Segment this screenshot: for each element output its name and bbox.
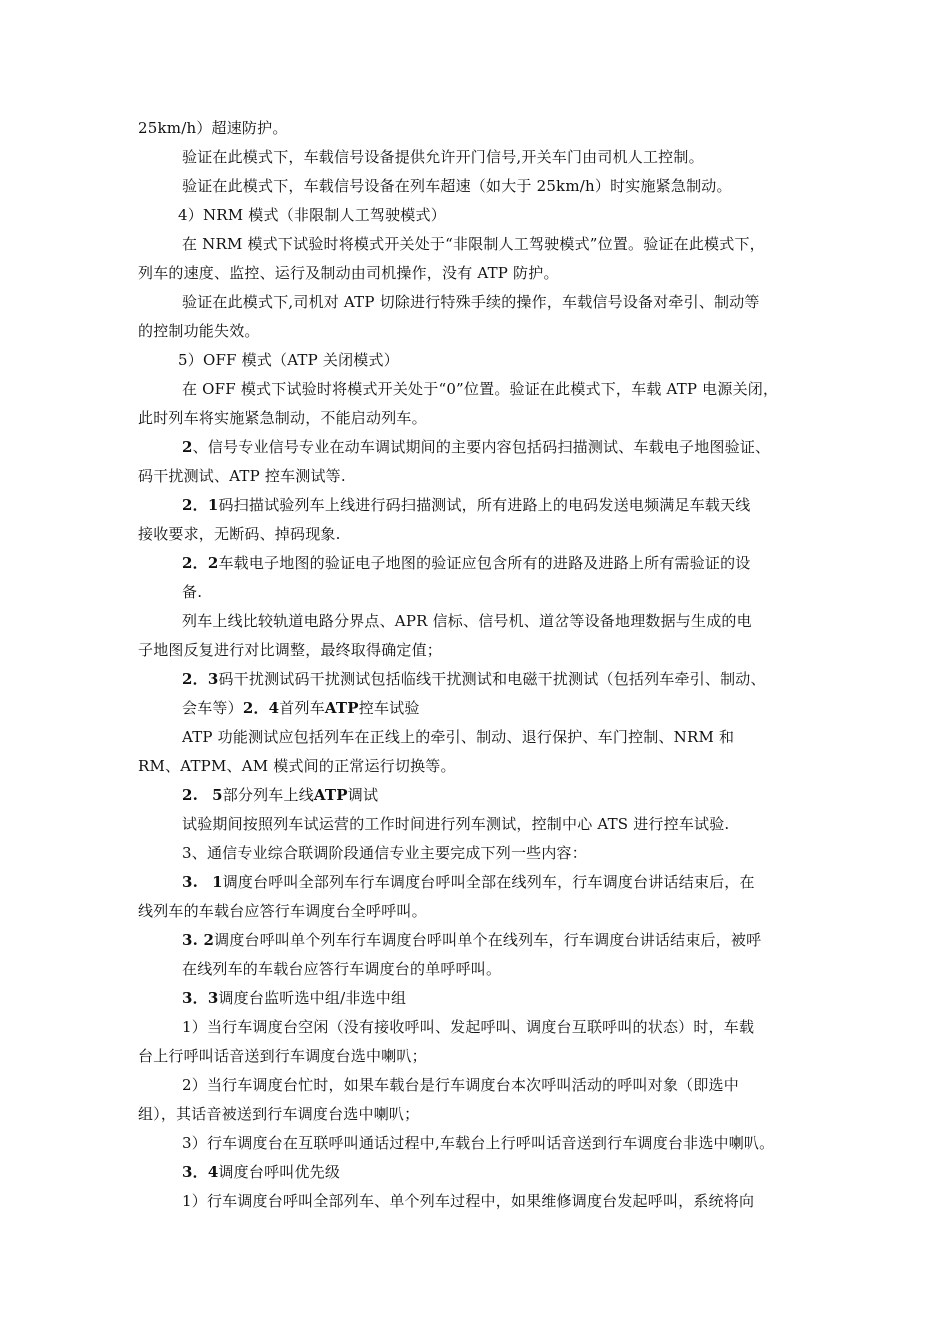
text-segment: 1）行车调度台呼叫全部列车、单个列车过程中，如果维修调度台发起呼叫，系统将向 xyxy=(182,1192,755,1210)
text-line xyxy=(138,172,838,201)
section-number: 2 xyxy=(182,438,193,456)
text-segment: 调度台呼叫单个列车行车调度台呼叫单个在线列车，行车调度台讲话结束后，被呼 xyxy=(214,931,762,949)
section-number: 2．1 xyxy=(182,496,219,514)
text-line xyxy=(138,1187,838,1216)
text-segment: 备. xyxy=(182,583,203,601)
text-segment: 码干扰测试、ATP 控车测试等. xyxy=(138,467,346,485)
section-heading xyxy=(138,926,838,955)
text-segment: RM、ATPM、AM 模式间的正常运行切换等。 xyxy=(138,757,456,775)
text-segment: 的控制功能失效。 xyxy=(138,322,260,340)
section-heading xyxy=(138,346,838,375)
text-line xyxy=(138,1071,838,1100)
text-segment: 列车上线比较轨道电路分界点、APR 信标、信号机、道岔等设备地理数据与生成的电 xyxy=(182,612,752,630)
text-segment: 在 NRM 模式下试验时将模式开关处于“非限制人工驾驶模式”位置。验证在此模式下， xyxy=(182,235,765,253)
text-segment: 接收要求，无断码、掉码现象. xyxy=(138,525,341,543)
section-number: 2．3 xyxy=(182,670,219,688)
text-line xyxy=(138,1013,838,1042)
text-line xyxy=(138,752,838,781)
text-segment: 5）OFF 模式（ATP 关闭模式） xyxy=(178,351,399,369)
text-line xyxy=(138,317,838,346)
text-line xyxy=(138,520,838,549)
text-segment: 2）当行车调度台忙时，如果车载台是行车调度台本次呼叫活动的呼叫对象（即选中 xyxy=(182,1076,739,1094)
text-segment: 验证在此模式下，车载信号设备提供允许开门信号,开关车门由司机人工控制。 xyxy=(182,148,704,166)
section-number: 3. 2 xyxy=(182,931,215,949)
text-line xyxy=(138,259,838,288)
text-line xyxy=(138,636,838,665)
text-segment: 码干扰测试码干扰测试包括临线干扰测试和电磁干扰测试（包括列车牵引、制动、 xyxy=(218,670,766,688)
text-segment: 台上行呼叫话音送到行车调度台选中喇叭； xyxy=(138,1047,427,1065)
section-heading xyxy=(138,839,838,868)
text-segment: 部分列车上线 xyxy=(222,786,314,804)
section-heading xyxy=(138,868,838,897)
text-line xyxy=(138,810,838,839)
text-line xyxy=(138,578,838,607)
text-segment: 25km/h）超速防护。 xyxy=(138,119,288,137)
text-segment: 3）行车调度台在互联呼叫通话过程中,车载台上行呼叫话音送到行车调度台非选中喇叭。 xyxy=(182,1134,775,1152)
section-number: 1 xyxy=(212,873,223,891)
text-line xyxy=(138,230,838,259)
section-heading xyxy=(138,1158,838,1187)
section-number: 2. xyxy=(182,786,199,804)
text-segment: 会车等） xyxy=(182,699,243,717)
text-segment: 验证在此模式下,司机对 ATP 切除进行特殊手续的操作，车载信号设备对牵引、制动等 xyxy=(182,293,760,311)
text-segment: 组），其话音被送到行车调度台选中喇叭； xyxy=(138,1105,420,1123)
text-segment: 验证在此模式下，车载信号设备在列车超速（如大于 25km/h）时实施紧急制动。 xyxy=(182,177,732,195)
text-line xyxy=(138,607,838,636)
section-number: 5 xyxy=(212,786,223,804)
text-segment: 码扫描试验列车上线进行码扫描测试，所有进路上的电码发送电频满足车载天线 xyxy=(218,496,751,514)
text-segment: 在线列车的车载台应答行车调度台的单呼呼叫。 xyxy=(182,960,502,978)
text-line xyxy=(138,1129,838,1158)
section-number: 3．3 xyxy=(182,989,219,1007)
text-segment: 试验期间按照列车试运营的工作时间进行列车测试，控制中心 ATS 进行控车试验. xyxy=(182,815,730,833)
section-number: 2．2 xyxy=(182,554,219,572)
section-heading xyxy=(138,201,838,230)
text-segment: ATP 功能测试应包括列车在正线上的牵引、制动、退行保护、车门控制、NRM 和 xyxy=(182,728,735,746)
section-heading xyxy=(138,984,838,1013)
text-segment: ATP xyxy=(313,786,348,804)
text-segment: 此时列车将实施紧急制动，不能启动列车。 xyxy=(138,409,427,427)
text-segment: 车载电子地图的验证电子地图的验证应包含所有的进路及进路上所有需验证的设 xyxy=(218,554,751,572)
text-line xyxy=(138,114,838,143)
text-line xyxy=(138,955,838,984)
text-segment: 首列车 xyxy=(279,699,325,717)
section-number: 3．4 xyxy=(182,1163,219,1181)
text-segment: 子地图反复进行对比调整，最终取得确定值； xyxy=(138,641,443,659)
text-segment: ATP xyxy=(324,699,359,717)
text-segment: 3、通信专业综合联调阶段通信专业主要完成下列一些内容： xyxy=(182,844,587,862)
text-segment: 1）当行车调度台空闲（没有接收呼叫、发起呼叫、调度台互联呼叫的状态）时，车载 xyxy=(182,1018,755,1036)
section-heading xyxy=(138,549,838,578)
section-number: 3. xyxy=(182,873,199,891)
text-segment: 调度台呼叫全部列车行车调度台呼叫全部在线列车，行车调度台讲话结束后，在 xyxy=(222,873,755,891)
text-segment: 调度台监听选中组/非选中组 xyxy=(218,989,407,1007)
text-segment: 线列车的车载台应答行车调度台全呼呼叫。 xyxy=(138,902,427,920)
section-heading xyxy=(138,491,838,520)
section-heading xyxy=(138,433,838,462)
text-line xyxy=(138,1100,838,1129)
document-body xyxy=(138,114,838,1216)
section-heading xyxy=(138,665,838,694)
section-heading xyxy=(138,781,838,810)
section-number: 2．4 xyxy=(242,699,280,717)
section-heading xyxy=(138,694,838,723)
text-segment: 调度台呼叫优先级 xyxy=(218,1163,341,1181)
text-segment: 4）NRM 模式（非限制人工驾驶模式） xyxy=(178,206,446,224)
text-segment: 在 OFF 模式下试验时将模式开关处于“0”位置。验证在此模式下，车载 ATP 电源关闭， xyxy=(182,380,779,398)
text-segment: 控车试验 xyxy=(358,699,420,717)
text-line xyxy=(138,1042,838,1071)
text-line xyxy=(138,375,838,404)
text-line xyxy=(138,723,838,752)
text-line xyxy=(138,462,838,491)
text-line xyxy=(138,404,838,433)
text-line xyxy=(138,143,838,172)
text-line xyxy=(138,288,838,317)
text-segment: 列车的速度、监控、运行及制动由司机操作，没有 ATP 防护。 xyxy=(138,264,559,282)
text-segment: 调试 xyxy=(347,786,379,804)
text-segment: 、信号专业信号专业在动车调试期间的主要内容包括码扫描测试、车载电子地图验证、 xyxy=(192,438,771,456)
text-line xyxy=(138,897,838,926)
